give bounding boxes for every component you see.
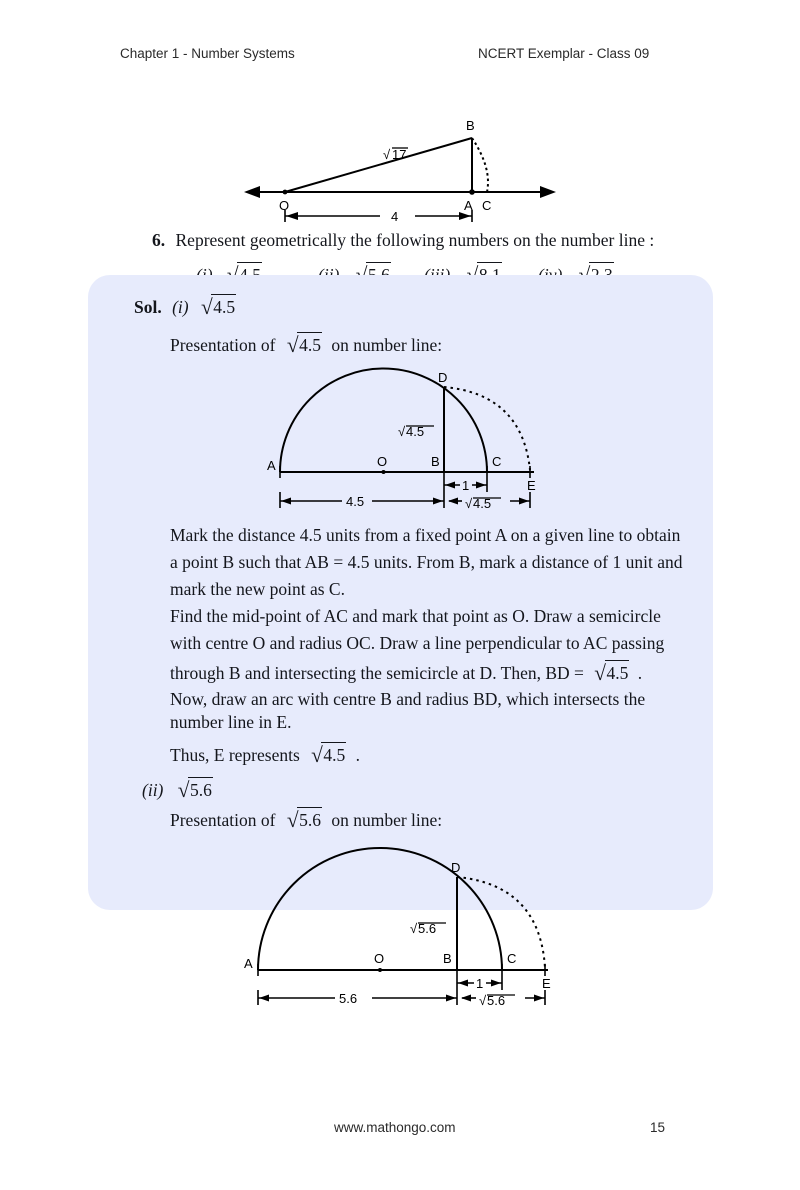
figure1-label-A: A <box>267 458 276 473</box>
question-number: 6. <box>152 230 166 250</box>
svg-text:√: √ <box>398 424 406 439</box>
solution-conclusion-value: √4.5 <box>311 743 346 768</box>
figure1-label-B: B <box>431 454 440 469</box>
solution-heading-part-ii <box>142 777 213 803</box>
figure2-dimension-long <box>258 990 457 1006</box>
footer-website-url: www.mathongo.com <box>334 1120 456 1135</box>
figure1-label-D: D <box>438 370 448 385</box>
figure1-dimension-result-value: 4.5 <box>473 496 492 511</box>
figure1-dimension-unit <box>444 478 487 493</box>
figure2-label-A: A <box>244 956 253 971</box>
figure2-label-B: B <box>443 951 452 966</box>
presentation-value-ii: √5.6 <box>286 808 321 833</box>
figure2-label-E: E <box>542 976 551 991</box>
svg-text:√: √ <box>410 921 418 936</box>
solution-conclusion-prefix: Thus, E represents <box>170 745 300 765</box>
solution-heading-part-i <box>134 294 236 320</box>
presentation-prefix-i: Presentation of <box>170 335 276 355</box>
figure1-vertical-label <box>398 424 434 439</box>
presentation-prefix-ii: Presentation of <box>170 810 276 830</box>
figure-label-C: C <box>482 198 492 213</box>
figure2-dimension-long-value: 5.6 <box>339 991 358 1006</box>
solution-para4-line1: Now, draw an arc with centre B and radius BD, which intersects the <box>170 689 646 709</box>
presentation-suffix-ii: on number line: <box>331 810 443 830</box>
solution-conclusion <box>170 742 360 768</box>
solution-part-i-presentation <box>170 332 442 358</box>
figure2-dimension-result <box>461 990 545 1008</box>
svg-text:√: √ <box>479 993 487 1008</box>
figure2-label-O: O <box>374 951 385 966</box>
solution-para1-line2: a point B such that AB = 4.5 units. From B, mark a distance of 1 unit and <box>170 552 683 572</box>
figure2-dimension-unit-value: 1 <box>476 976 484 991</box>
solution-part-ii-marker: (ii) <box>142 780 164 800</box>
footer-page-number: 15 <box>650 1120 666 1135</box>
svg-text:√: √ <box>465 496 473 511</box>
figure-semicircle-root-4-5 <box>262 366 562 511</box>
figure-label-O: O <box>279 198 290 213</box>
solution-para3-value: √4.5 <box>594 661 629 686</box>
figure1-dimension-long-value: 4.5 <box>346 494 365 509</box>
solution-part-ii-value: √5.6 <box>177 778 212 803</box>
solution-para3-suffix: . <box>637 663 643 683</box>
svg-text:√: √ <box>383 147 391 162</box>
solution-para3 <box>170 660 642 686</box>
figure-label-A: A <box>464 198 473 213</box>
figure-right-triangle-root-17 <box>240 112 560 222</box>
presentation-value-i: √4.5 <box>286 333 321 358</box>
figure1-dimension-long <box>280 492 444 509</box>
figure2-label-D: D <box>451 860 461 875</box>
figure-base-value: 4 <box>391 209 399 224</box>
header-book-title: NCERT Exemplar - Class 09 <box>478 46 650 61</box>
figure1-label-E: E <box>527 478 536 493</box>
solution-part-i-value: √4.5 <box>201 295 236 320</box>
solution-para1-line3: mark the new point as C. <box>170 579 345 599</box>
header-chapter-title: Chapter 1 - Number Systems <box>120 46 295 61</box>
figure1-dimension-unit-value: 1 <box>462 478 470 493</box>
figure1-label-C: C <box>492 454 502 469</box>
figure-label-B: B <box>466 118 475 133</box>
presentation-suffix-i: on number line: <box>331 335 443 355</box>
figure2-vertical-label <box>410 921 446 936</box>
solution-para4-line2: number line in E. <box>170 712 292 732</box>
figure2-label-C: C <box>507 951 517 966</box>
solution-label: Sol. <box>134 297 162 317</box>
solution-para2-line1: Find the mid-point of AC and mark that point as O. Draw a semicircle <box>170 606 661 626</box>
page-header <box>120 46 680 70</box>
figure2-dimension-unit <box>457 976 502 991</box>
figure1-vertical-value: 4.5 <box>406 424 425 439</box>
figure-semicircle-root-5-6 <box>240 845 570 1008</box>
solution-para2-line2: with centre O and radius OC. Draw a line perpendicular to AC passing <box>170 633 665 653</box>
solution-part-i-marker: (i) <box>172 297 189 317</box>
figure1-dimension-result <box>448 492 530 511</box>
figure2-vertical-value: 5.6 <box>418 921 437 936</box>
solution-para3-prefix: through B and intersecting the semicircle at D. Then, BD = <box>170 663 584 683</box>
figure-hypotenuse-label <box>383 147 408 162</box>
page-footer <box>120 1120 680 1144</box>
solution-part-ii-presentation <box>170 807 442 833</box>
figure-hypotenuse-value: 17 <box>392 147 407 162</box>
question-prompt: Represent geometrically the following numbers on the number line : <box>175 230 655 250</box>
figure-base-dimension <box>285 209 472 224</box>
solution-para1-line1: Mark the distance 4.5 units from a fixed point A on a given line to obtain <box>170 525 681 545</box>
question-6-prompt-row <box>152 228 654 253</box>
solution-conclusion-suffix: . <box>355 745 360 765</box>
figure1-label-O: O <box>377 454 388 469</box>
figure2-dimension-result-value: 5.6 <box>487 993 506 1008</box>
